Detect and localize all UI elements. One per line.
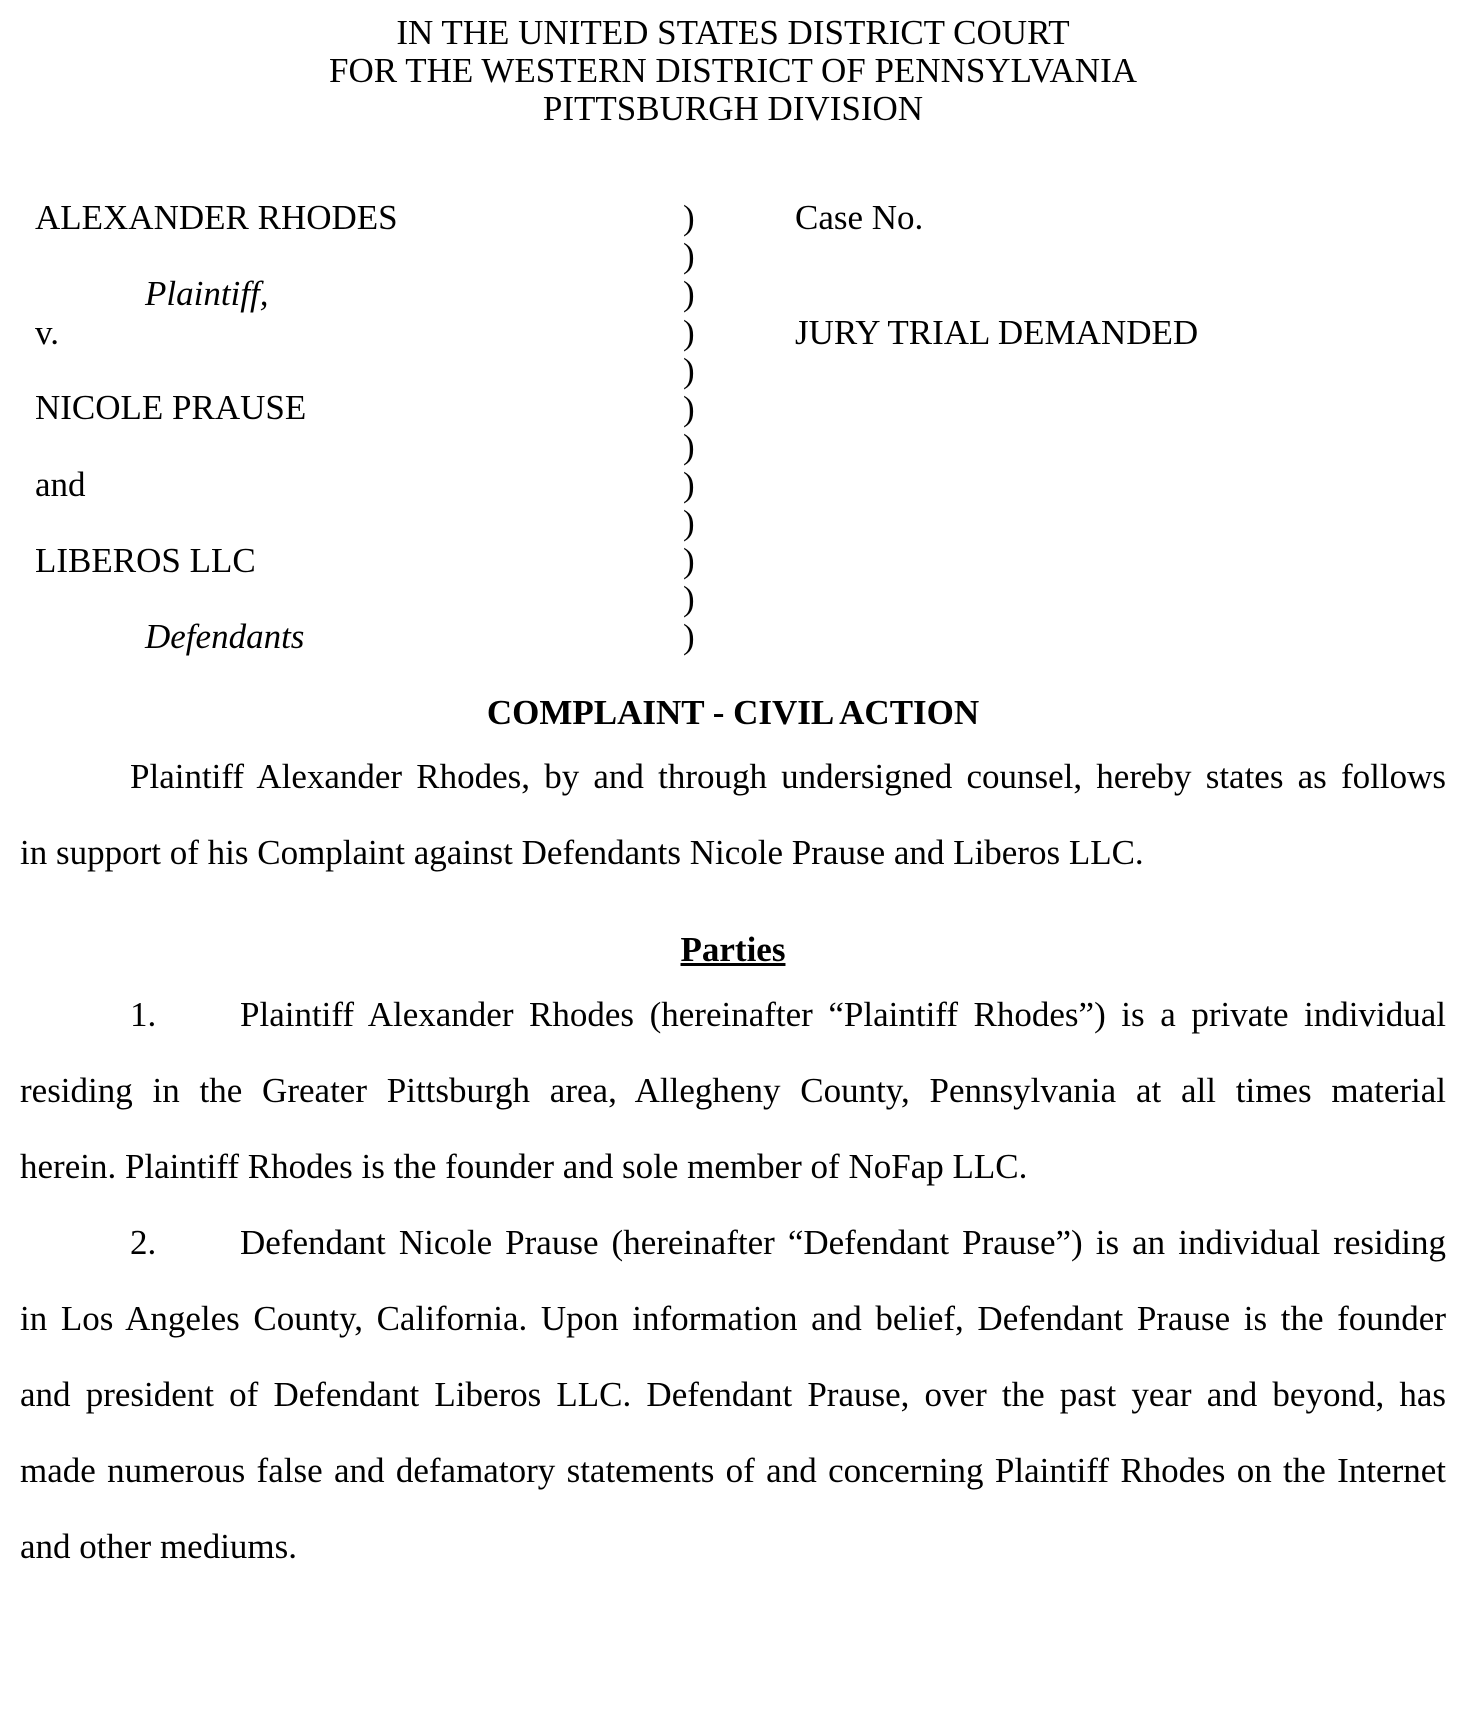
caption-paren: ) xyxy=(683,351,695,390)
caption-paren: ) xyxy=(683,465,695,504)
paragraph-line: and president of Defendant Liberos LLC. Defendant Prause, over the past year and beyond, has xyxy=(20,1375,1446,1414)
caption-paren: ) xyxy=(683,427,695,466)
caption-paren: ) xyxy=(683,579,695,618)
section-heading-parties: Parties xyxy=(680,930,786,969)
caption-paren: ) xyxy=(683,617,695,656)
paragraph-line: Plaintiff Alexander Rhodes (hereinafter “Plaintiff Rhodes”) is a private individual xyxy=(240,995,1446,1034)
court-division: PITTSBURGH DIVISION xyxy=(542,89,924,128)
case-number-label: Case No. xyxy=(795,198,924,237)
defendant-1-name: NICOLE PRAUSE xyxy=(35,388,307,427)
versus: v. xyxy=(35,313,59,352)
caption-paren: ) xyxy=(683,389,695,428)
defendant-role: Defendants xyxy=(145,617,305,656)
court-name-line-1: IN THE UNITED STATES DISTRICT COURT xyxy=(396,13,1070,52)
paragraph-line: in Los Angeles County, California. Upon information and belief, Defendant Prause is the founder xyxy=(20,1299,1446,1338)
paragraph-line: herein. Plaintiff Rhodes is the founder and sole member of NoFap LLC. xyxy=(20,1147,1028,1186)
paragraph-line: and other mediums. xyxy=(20,1527,298,1566)
paragraph-line: residing in the Greater Pittsburgh area, Allegheny County, Pennsylvania at all times material xyxy=(20,1071,1446,1110)
jury-trial-demand: JURY TRIAL DEMANDED xyxy=(795,313,1199,352)
document-title: COMPLAINT - CIVIL ACTION xyxy=(486,693,980,732)
intro-line: in support of his Complaint against Defendants Nicole Prause and Liberos LLC. xyxy=(20,833,1144,872)
caption-paren: ) xyxy=(683,313,695,352)
caption-paren: ) xyxy=(683,198,695,237)
court-name-line-2: FOR THE WESTERN DISTRICT OF PENNSYLVANIA xyxy=(328,51,1138,90)
caption-paren: ) xyxy=(683,274,695,313)
caption-paren: ) xyxy=(683,236,695,275)
plaintiff-name: ALEXANDER RHODES xyxy=(35,198,398,237)
paragraph-number: 1. xyxy=(130,995,157,1034)
defendant-2-name: LIBEROS LLC xyxy=(35,541,256,580)
paragraph-number: 2. xyxy=(130,1223,157,1262)
paragraph-line: made numerous false and defamatory statements of and concerning Plaintiff Rhodes on the Internet xyxy=(20,1451,1446,1490)
paragraph-line: Defendant Nicole Prause (hereinafter “Defendant Prause”) is an individual residing xyxy=(240,1223,1446,1262)
intro-line: Plaintiff Alexander Rhodes, by and through undersigned counsel, hereby states as follows xyxy=(130,757,1446,796)
plaintiff-role: Plaintiff, xyxy=(145,274,269,313)
caption-paren: ) xyxy=(683,503,695,542)
caption-and: and xyxy=(35,465,86,504)
caption-paren: ) xyxy=(683,541,695,580)
